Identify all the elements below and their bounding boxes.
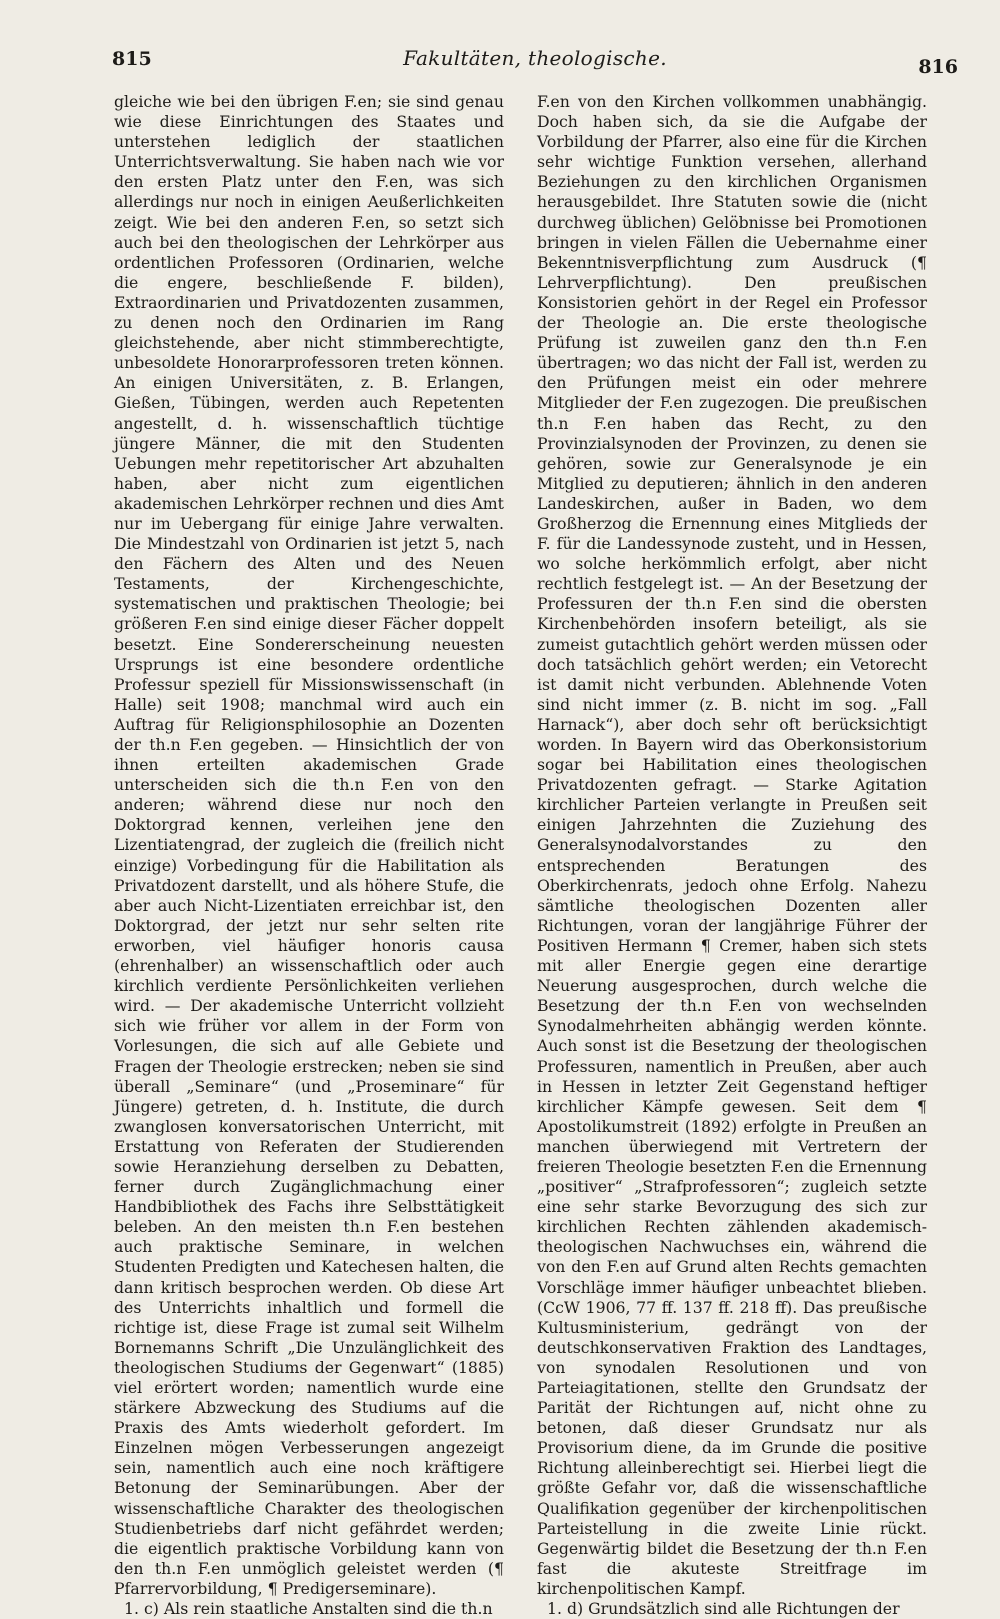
page-number-left: 815 [112,48,152,70]
right-paragraph-1: F.en von den Kirchen vollkommen unabhängig. Doch haben sich, da sie die Aufgabe der Vorbildung der Pfarrer, also eine für die Kirchen sehr wichtige Funktion versehen, allerhand Beziehungen zu den kirchlichen Organismen herausgebildet. Ihre Statuten sowie die (nicht durchweg üblichen) Gelöbnisse bei Promotionen bringen in vielen Fällen die Uebernahme einer Bekenntnisverpflichtung zum Ausdruck (¶ Lehrverpflichtung). Den preußischen Konsistorien gehört in der Regel ein Professor der Theologie an. Die erste theologische Prüfung ist zuweilen ganz den th.n F.en übertragen; wo das nicht der Fall ist, werden zu den Prüfungen meist ein oder mehrere Mitglieder der F.en zugezogen. Die preußischen th.n F.en haben das Recht, zu den Provinzialsynoden der Provinzen, zu denen sie gehören, sowie zur Generalsynode je ein Mitglied zu deputieren; ähnlich in den anderen Landeskirchen, außer in Baden, wo dem Großherzog die Ernennung eines Mitglieds der F. für die Landessynode zusteht, und in Hessen, wo solche herkömmlich erfolgt, aber nicht rechtlich festgelegt ist. — An der Besetzung der Professuren der th.n F.en sind die obersten Kirchenbehörden insofern beteiligt, als sie zumeist gutachtlich gehört werden müssen oder doch tatsächlich gehört werden; ein Vetorecht ist damit nicht verbunden. Ablehnende Voten sind nicht immer (z. B. nicht im sog. „Fall Harnack“), aber doch sehr oft berücksichtigt worden. In Bayern wird das Oberkonsistorium sogar bei Habilitation eines theologischen Privatdozenten gefragt. — Starke Agitation kirchlicher Parteien verlangte in Preußen seit einigen Jahrzehnten die Zuziehung des Generalsynodalvorstandes zu den entsprechenden Beratungen des Oberkirchenrats, jedoch ohne Erfolg. Nahezu sämtliche theologischen Dozenten aller Richtungen, voran der langjährige Führer der Positiven Hermann ¶ Cremer, haben sich stets mit aller Energie gegen eine derartige Neuerung ausgesprochen, durch welche die Besetzung der th.n F.en von wechselnden Synodalmehrheiten abhängig werden könnte. Auch sonst ist die Besetzung der theologischen Professuren, namentlich in Preußen, aber auch in Hessen in letzter Zeit Gegenstand heftiger kirchlicher Kämpfe gewesen. Seit dem ¶ Apostolikumstreit (1892) erfolgte in Preußen an manchen überwiegend mit Vertretern der freieren Theologie besetzten F.en die Ernennung „positiver“ „Strafprofessoren“; zugleich setzte eine sehr starke Bevorzugung des sich zur kirchlichen Rechten zählenden akademisch-theologischen Nachwuchses ein, während die von den F.en auf Grund alten Rechts gemachten Vorschläge immer häufiger unbeachtet blieben. (CcW 1906, 77 ff. 137 ff. 218 ff). Das preußische Kultusministerium, gedrängt von der deutschkonservativen Fraktion des Landtages, von synodalen Resolutionen und von Parteiagitationen, stellte den Grundsatz der Parität der Richtungen auf, nicht ohne zu betonen, daß dieser Grundsatz nur als Provisorium diene, da im Grunde die positive Richtung alleinberechtigt sei. Hierbei liegt die größte Gefahr vor, daß die wissenschaftliche Qualifikation gegenüber der kirchenpolitischen Parteistellung in die zweite Linie rückt. Gegenwärtig bildet die Besetzung der th.n F.en fast die akuteste Streitfrage im kirchenpolitischen Kampf. [537,92,927,1598]
left-paragraph-1: gleiche wie bei den übrigen F.en; sie sind genau wie diese Einrichtungen des Staates und unterstehen lediglich der staatlichen Unterrichtsverwaltung. Sie haben nach wie vor den ersten Platz unter den F.en, was sich allerdings nur noch in einigen Aeußerlichkeiten zeigt. Wie bei den anderen F.en, so setzt sich auch bei den theologischen der Lehrkörper aus ordentlichen Professoren (Ordinarien, welche die engere, beschließende F. bilden), Extraordinarien und Privatdozenten zusammen, zu denen noch den Ordinarien im Rang gleichstehende, aber nicht stimmberechtigte, unbesoldete Honorarprofessoren treten können. An einigen Universitäten, z. B. Erlangen, Gießen, Tübingen, werden auch Repetenten angestellt, d. h. wissenschaftlich tüchtige jüngere Männer, die mit den Studenten Uebungen mehr repetitorischer Art abzuhalten haben, aber nicht zum eigentlichen akademischen Lehrkörper rechnen und dies Amt nur im Uebergang für einige Jahre verwalten. Die Mindestzahl von Ordinarien ist jetzt 5, nach den Fächern des Alten und des Neuen Testaments, der Kirchengeschichte, systematischen und praktischen Theologie; bei größeren F.en sind einige dieser Fächer doppelt besetzt. Eine Sondererscheinung neuesten Ursprungs ist eine besondere ordentliche Professur speziell für Missionswissenschaft (in Halle) seit 1908; manchmal wird auch ein Auftrag für Religionsphilosophie an Dozenten der th.n F.en gegeben. — Hinsichtlich der von ihnen erteilten akademischen Grade unterscheiden sich die th.n F.en von den anderen; während diese nur noch den Doktorgrad kennen, verleihen jene den Lizentiatengrad, der zugleich die (freilich nicht einzige) Vorbedingung für die Habilitation als Privatdozent darstellt, und als höhere Stufe, die aber auch Nicht-Lizentiaten erreichbar ist, den Doktorgrad, der jetzt nur sehr selten rite erworben, viel häufiger honoris causa (ehrenhalber) an wissenschaftlich oder auch kirchlich verdiente Persönlichkeiten verliehen wird. — Der akademische Unterricht vollzieht sich wie früher vor allem in der Form von Vorlesungen, die sich auf alle Gebiete und Fragen der Theologie erstrecken; neben sie sind überall „Seminare“ (und „Proseminare“ für Jüngere) getreten, d. h. Institute, die durch zwanglosen konversatorischen Unterricht, mit Erstattung von Referaten der Studierenden sowie Heranziehung derselben zu Debatten, ferner durch Zugänglichmachung einer Handbibliothek des Fachs ihre Selbsttätigkeit beleben. An den meisten th.n F.en bestehen auch praktische Seminare, in welchen Studenten Predigten und Katechesen halten, die dann kritisch besprochen werden. Ob diese Art des Unterrichts inhaltlich und formell die richtige ist, diese Frage ist zumal seit Wilhelm Bornemanns Schrift „Die Unzulänglichkeit des theologischen Studiums der Gegenwart“ (1885) viel erörtert worden; namentlich wurde eine stärkere Abzweckung des Studiums auf die Praxis des Amts wiederholt gefordert. Im Einzelnen mögen Verbesserungen angezeigt sein, namentlich auch eine noch kräftigere Betonung der Seminarübungen. Aber der wissenschaftliche Charakter des theologischen Studienbetriebs darf nicht gefährdet werden; die eigentlich praktische Vorbildung kann von den th.n F.en unmöglich geleistet werden (¶ Pfarrervorbildung, ¶ Predigerseminare). [114,92,504,1598]
left-paragraph-2: 1. c) Als rein staatliche Anstalten sind die th.n [124,1599,493,1619]
running-header [112,44,958,78]
running-title: Fakultäten, theologische. [403,46,667,70]
page-number-right: 816 [918,56,958,78]
right-paragraph-2: 1. d) Grundsätzlich sind alle Richtungen der [547,1599,900,1619]
right-column [537,92,927,1619]
left-column [114,92,504,1619]
